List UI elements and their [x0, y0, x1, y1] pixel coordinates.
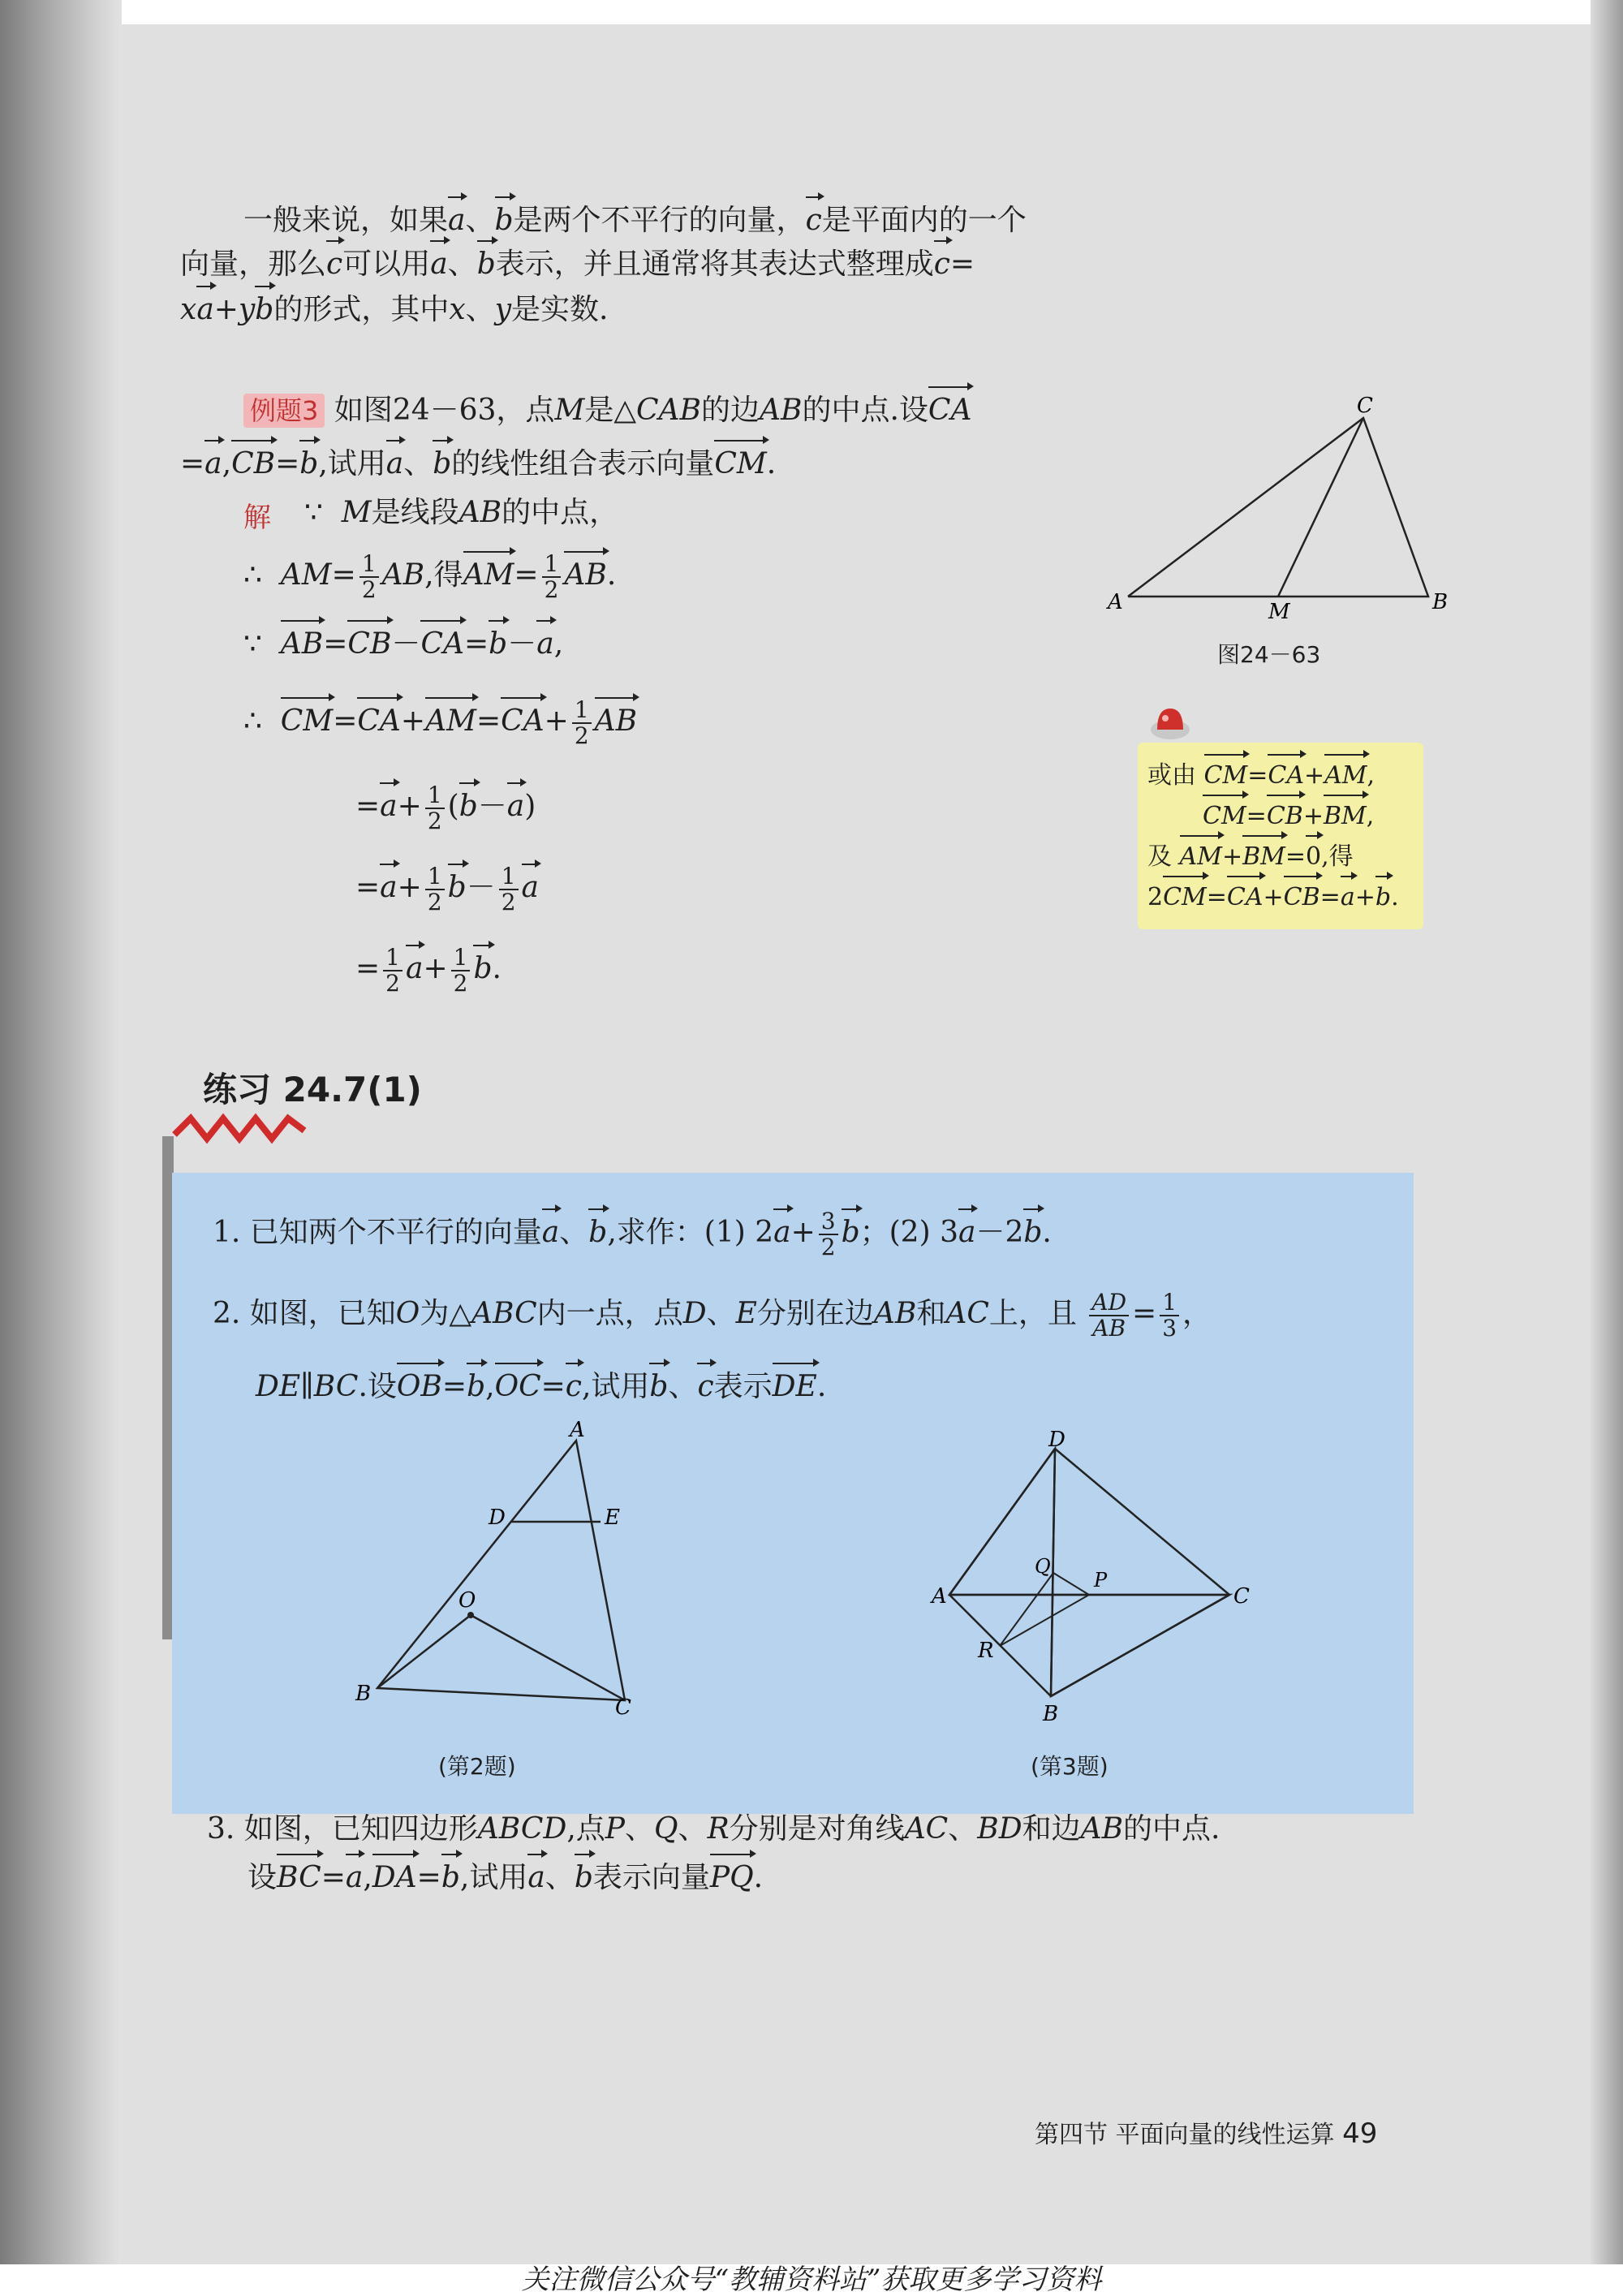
fig3-label-c: C [1233, 1584, 1250, 1609]
exercise-q3-line-2: 设BC=a,DA=b,试用a、b表示向量PQ. [248, 1859, 763, 1898]
figure-q3 [932, 1428, 1258, 1729]
footer-chapter: 平面向量的线性运算 [1115, 2121, 1335, 2149]
figure-q2 [349, 1420, 657, 1721]
fig63-label-a: A [1108, 590, 1123, 614]
intro-line-1: 一般来说，如果a、b是两个不平行的向量，c是平面内的一个 [243, 201, 1027, 240]
exercise-q2-line-2: DE∥BC.设OB=b,OC=c,试用b、c表示DE. [256, 1368, 826, 1406]
scan-shadow-left [0, 0, 122, 2264]
fig2-caption: (第2题) [438, 1753, 516, 1780]
step-7: = $\frac{1}{2}$ a+ $\frac{1}{2}$ b. [355, 944, 502, 997]
page-footer [1035, 2114, 1377, 2150]
fig2-label-o: O [458, 1588, 476, 1613]
exercise-q2-line-1: 2. 如图，已知O为△ABC内一点，点D、E分别在边AB和AC上，且 $\frac{AD}{AB}$ = $\frac{1}{3}$ ， [213, 1289, 1212, 1342]
note-line-4: 2CM=CA+CB=a+b. [1147, 881, 1399, 915]
fig2-label-e: E [605, 1506, 620, 1530]
fig2-label-c: C [615, 1695, 631, 1720]
note-line-3: 及 AM+BM=0,得 [1147, 840, 1354, 874]
fig3-label-d: D [1048, 1428, 1065, 1452]
scan-shadow-right [1591, 0, 1623, 2264]
solve-label: 解 [243, 502, 271, 534]
step-2: ∴ AM= $\frac{1}{2}$ AB,得AM= $\frac{1}{2}$ AB. [243, 550, 617, 603]
zigzag-decoration [170, 1110, 316, 1151]
textbook-page [122, 24, 1591, 2264]
side-note [1138, 743, 1423, 929]
fig3-label-p: P [1094, 1569, 1108, 1592]
example-line-2: =a,CB=b,试用a、b的线性组合表示向量CM. [180, 445, 776, 484]
fig63-label-m: M [1268, 600, 1290, 624]
fig3-caption: (第3题) [1031, 1753, 1109, 1780]
step-3: ∵ AB=CB－CA=b－a, [243, 625, 563, 664]
intro-line-3: xa+yb的形式，其中x、y是实数. [180, 291, 608, 330]
exercise-q1: 1. 已知两个不平行的向量a、b,求作：(1) 2a+ $\frac{3}{2}$ b；(2) 3a－2b. [213, 1208, 1052, 1260]
step-6: =a+ $\frac{1}{2}$ b－ $\frac{1}{2}$ a [355, 863, 539, 915]
example-line-1: 例题3 如图24－63，点M是△CAB的边AB的中点.设CA [243, 391, 971, 430]
step-5: =a+ $\frac{1}{2}$ (b－a) [355, 782, 536, 834]
figure-24-63 [1104, 390, 1461, 666]
figure-24-63-caption: 图24－63 [1217, 641, 1321, 668]
watermark-text: 关注微信公众号“教辅资料站”获取更多学习资料 [0, 2264, 1623, 2296]
example-tag: 例题3 [243, 394, 325, 428]
intro-line-2: 向量，那么c可以用a、b表示，并且通常将其表达式整理成c= [180, 245, 975, 284]
exercise-q3-line-1: 3. 如图，已知四边形ABCD,点P、Q、R分别是对角线AC、BD和边AB的中点. [207, 1812, 1220, 1846]
alarm-icon [1146, 702, 1195, 743]
fig63-label-c: C [1357, 394, 1373, 418]
fig3-label-b: B [1043, 1702, 1059, 1726]
fig63-label-b: B [1432, 590, 1449, 614]
step-1: ∵ M是线段AB的中点， [304, 496, 619, 529]
footer-section: 第四节 [1035, 2121, 1108, 2149]
fig3-label-q: Q [1035, 1555, 1051, 1578]
fig2-label-a: A [570, 1418, 585, 1442]
page-number: 49 [1342, 2117, 1378, 2150]
fig3-label-a: A [932, 1584, 947, 1609]
note-line-1: 或由 CM=CA+AM, [1147, 759, 1375, 793]
note-line-2: CM=CB+BM, [1203, 799, 1374, 834]
step-4: ∴ CM=CA+AM=CA+ $\frac{1}{2}$ AB [243, 696, 638, 749]
fig2-label-d: D [489, 1506, 506, 1530]
fig3-label-r: R [978, 1639, 994, 1663]
exercise-title: 练习 24.7(1) [203, 1070, 422, 1109]
fig2-label-b: B [355, 1682, 372, 1706]
